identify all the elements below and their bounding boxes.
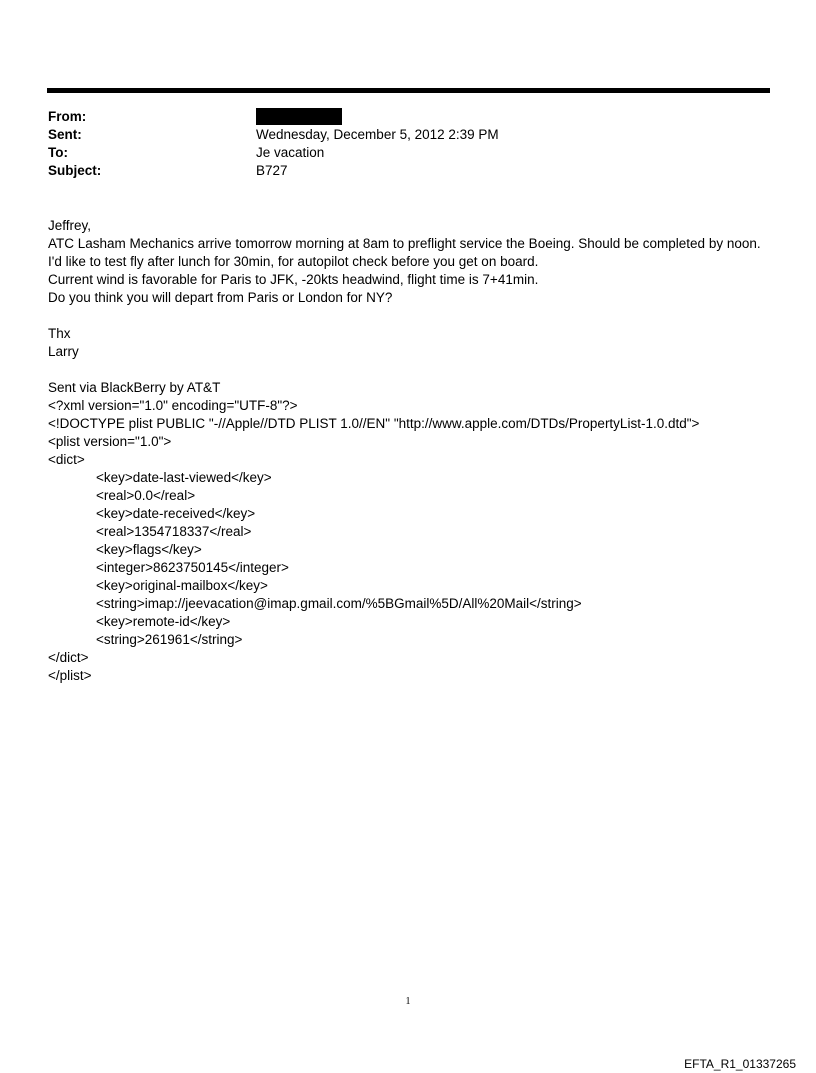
body-line: Do you think you will depart from Paris or London for NY?: [48, 290, 393, 305]
dict-close: </dict>: [48, 650, 89, 665]
email-header: [48, 108, 748, 180]
subject-label: Subject:: [48, 163, 102, 178]
spacer: [48, 361, 788, 379]
xml-declaration: <?xml version="1.0" encoding="UTF-8"?>: [48, 398, 298, 413]
body-line: I'd like to test fly after lunch for 30min, for autopilot check before you get on board.: [48, 254, 539, 269]
plist-entry: <string>261961</string>: [96, 632, 243, 647]
sent-label: Sent:: [48, 127, 82, 142]
document-id: EFTA_R1_01337265: [684, 1057, 796, 1071]
from-label: From:: [48, 109, 87, 124]
plist-entry: <key>flags</key>: [96, 542, 202, 557]
header-divider: [47, 88, 770, 93]
plist-close: </plist>: [48, 668, 92, 683]
sent-value: Wednesday, December 5, 2012 2:39 PM: [256, 127, 499, 142]
to-value: Je vacation: [256, 145, 325, 160]
page-number: 1: [405, 996, 411, 1007]
plist-entry: <key>original-mailbox</key>: [96, 578, 268, 593]
plist-entry: <key>remote-id</key>: [96, 614, 231, 629]
email-body: [48, 217, 788, 685]
subject-row: [48, 162, 748, 180]
subject-value: B727: [256, 163, 288, 178]
spacer: [48, 307, 788, 325]
from-row: [48, 108, 748, 126]
sent-row: [48, 126, 748, 144]
plist-entry: <key>date-last-viewed</key>: [96, 470, 272, 485]
body-line: Current wind is favorable for Paris to JFK, -20kts headwind, flight time is 7+41min.: [48, 272, 539, 287]
plist-entry: <key>date-received</key>: [96, 506, 256, 521]
body-line: ATC Lasham Mechanics arrive tomorrow morning at 8am to preflight service the Boeing. Should be completed by noon.: [48, 236, 761, 251]
dict-open: <dict>: [48, 452, 85, 467]
plist-open: <plist version="1.0">: [48, 434, 172, 449]
plist-doctype: <!DOCTYPE plist PUBLIC "-//Apple//DTD PLIST 1.0//EN" "http://www.apple.com/DTDs/PropertyList-1.0.dtd">: [48, 416, 700, 431]
signature: Larry: [48, 344, 79, 359]
from-value: [256, 108, 748, 126]
plist-entry: <string>imap://jeevacation@imap.gmail.com/%5BGmail%5D/All%20Mail</string>: [96, 596, 582, 611]
sent-via-line: Sent via BlackBerry by AT&T: [48, 380, 221, 395]
greeting: Jeffrey,: [48, 218, 92, 233]
to-row: [48, 144, 748, 162]
thanks-line: Thx: [48, 326, 71, 341]
plist-entry: <real>0.0</real>: [96, 488, 196, 503]
to-label: To:: [48, 145, 68, 160]
redaction-block: [256, 108, 342, 125]
plist-entry: <integer>8623750145</integer>: [96, 560, 289, 575]
plist-entry: <real>1354718337</real>: [96, 524, 252, 539]
